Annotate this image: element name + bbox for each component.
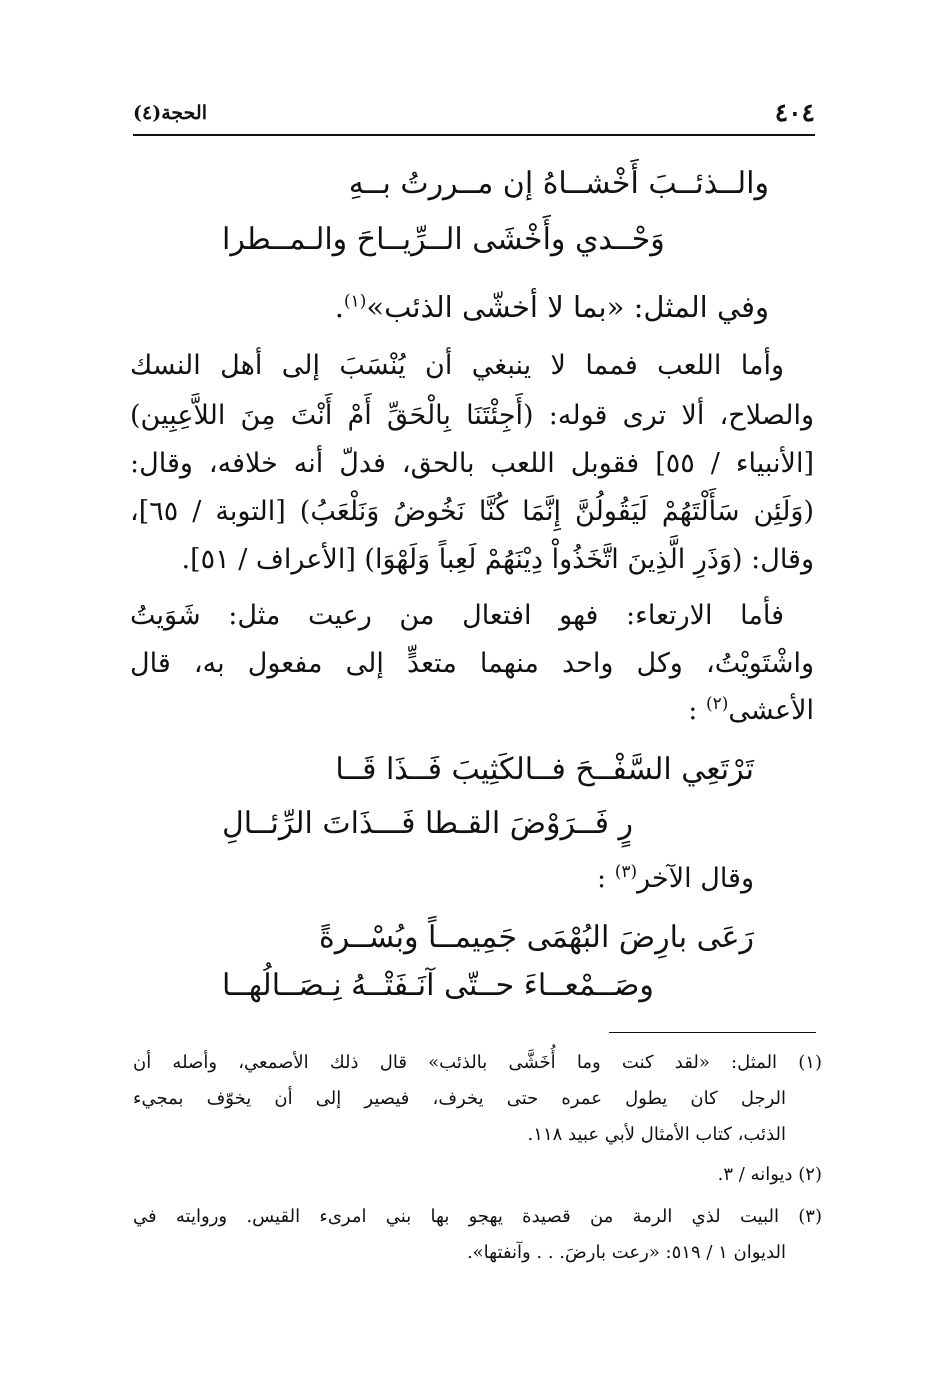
poem3-line2: وصَــمْعــاءَ حــتّى آنَـفَتْــهُ نِـصَــالُهــا [222,968,654,1003]
proverb-line [335,290,769,324]
poem1-line2: وَحْــدي وأَخْشَى الــرِّيــاحَ والـمــطرا [222,222,665,257]
para2-line1: فأما الارتعاء: فهو افتعال من رعيت مثل: شَوَيتُ [130,600,784,631]
quote2-text: وقال الآخر [637,863,754,894]
footnote-1-line1: (١) المثل: «لقد كنت وما أُخَشَّى بالذئب» قال ذلك الأصمعي، وأصله أن [133,1052,822,1073]
footnote-3-line2: الديوان ١ / ٥١٩: «رعت بارضَ. . . وآنفتها». [466,1242,786,1263]
footnote-ref-1: (١) [343,291,367,312]
page-number: ٤٠٤ [774,98,815,127]
footnote-3-line1: (٣) البيت لذي الرمة من قصيدة يهجو بها بني امرىء القيس. وروايته في [133,1206,822,1227]
running-title: الحجة(٤) [133,102,207,124]
footnote-1-line2: الرجل كان يطول عمره حتى يخرف، فيصير إلى أن يخوّف بمجيء [133,1088,786,1109]
para1-line1: وأما اللعب فمما لا ينبغي أن يُنْسَبَ إلى أهل النسك [130,350,784,381]
page-header [133,98,815,136]
proverb-end: . [334,290,344,324]
poem2-line2: رٍ فَــرَوْضَ القـطا فَـــذَاتَ الرِّئــالِ [222,806,633,841]
poem1-line1: والــذئــبَ أَخْشــاهُ إن مــررتُ بــهِ [348,166,769,201]
quote2-end: : [597,863,607,894]
poem3-line1: رَعَى بارِضَ البُهْمَى جَمِيمــاً وبُسْــرةً [319,920,754,955]
poem2-line1: تَرْتَعِي السَّفْــحَ فــالكَثِيبَ فَــذَا قَــا [335,752,754,787]
footnote-2: (٢) ديوانه / ٣. [717,1164,822,1185]
quote2-line [597,862,754,894]
para2-last-text: الأعشى [728,695,814,726]
footnote-ref-2: (٢) [705,694,729,714]
footnote-1-line3: الذئب، كتاب الأمثال لأبي عبيد ١١٨. [527,1124,786,1145]
para1-line2: والصلاح، ألا ترى قوله: (أَجِئْتَنَا بِالْحَقِّ أَمْ أَنْتَ مِنَ اللاَّعِبِين) [130,400,814,431]
footnote-ref-3: (٣) [614,862,638,882]
para2-line3 [688,694,814,726]
footnote-divider [609,1032,816,1033]
para1-line3: [الأنبياء / ٥٥] فقوبل اللعب بالحق، فدلّ أنه خلافه، وقال: [130,448,814,479]
para1-line4: (وَلَئِن سَأَلْتَهُمْ لَيَقُولُنَّ إِنَّمَا كُنَّا نَخُوضُ وَنَلْعَبُ) [التوبة / ٦٥]، [130,496,814,527]
para2-line2: واشْتَويْتُ، وكل واحد منهما متعدٍّ إلى مفعول به، قال [130,648,814,679]
para1-line5: وقال: (وَذَرِ الَّذِينَ اتَّخَذُواْ دِيْنَهُمْ لَعِباً وَلَهْوَا) [الأعراف / ٥١]. [181,544,814,575]
para2-last-end: : [688,695,698,726]
proverb-text: وفي المثل: «بما لا أخشّى الذئب» [366,290,769,324]
